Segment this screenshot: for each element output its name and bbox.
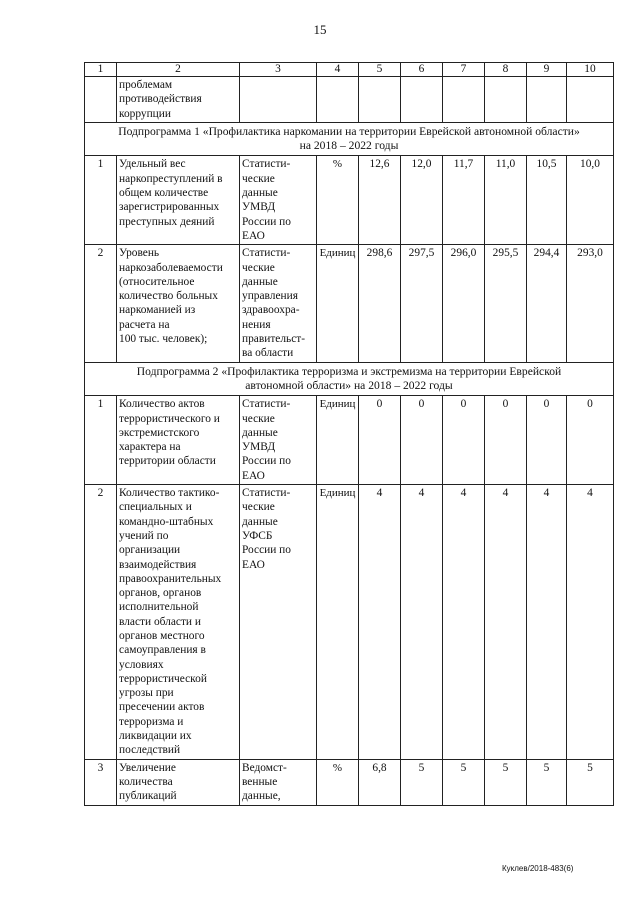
- value-cell: 0: [485, 396, 527, 485]
- indicator-name: Количество актов террористического и экстремистского характера на территории области: [117, 396, 240, 485]
- row-number: 1: [85, 156, 117, 245]
- value-cell: 0: [527, 396, 567, 485]
- header-cell: 9: [527, 63, 567, 77]
- header-cell: 4: [317, 63, 359, 77]
- value-cell: 11,0: [485, 156, 527, 245]
- value-cell: 5: [485, 759, 527, 805]
- unit: %: [317, 759, 359, 805]
- value-cell: 0: [359, 396, 401, 485]
- continuation-row: [85, 77, 614, 123]
- value-cell: 4: [443, 485, 485, 760]
- indicator-name: Уровень наркозаболеваемости (относительное количество больных наркоманией из расчета на 100 тыс. человек);: [117, 245, 240, 362]
- value-cell: 12,0: [401, 156, 443, 245]
- data-source: Статисти- ческие данные УМВД России по ЕАО: [240, 396, 317, 485]
- indicator-name: проблемам противодействия коррупции: [117, 77, 240, 123]
- indicator-name: Количество тактико- специальных и командно-штабных учений по организации взаимодействия правоохранительных органов, органов исполнительной власти области и органов местного самоуправления в условиях террористической угрозы при пресечении актов терроризма и ликвидации их последствий: [117, 485, 240, 760]
- value-cell: 5: [567, 759, 614, 805]
- value-cell: 5: [443, 759, 485, 805]
- column-number-header: [85, 63, 614, 77]
- indicator-name: Увеличение количества публикаций: [117, 759, 240, 805]
- unit: Единиц: [317, 485, 359, 760]
- value-cell: 296,0: [443, 245, 485, 362]
- value-cell: 10,0: [567, 156, 614, 245]
- value-cell: 4: [527, 485, 567, 760]
- row-number: 2: [85, 245, 117, 362]
- value-cell: 4: [567, 485, 614, 760]
- table-row: [85, 759, 614, 805]
- value-cell: 11,7: [443, 156, 485, 245]
- value-cell: 293,0: [567, 245, 614, 362]
- subprogram-2-heading: Подпрограмма 2 «Профилактика терроризма и экстремизма на территории Еврейской автономной области» на 2018 – 2022 годы: [85, 362, 614, 396]
- value-cell: 12,6: [359, 156, 401, 245]
- unit: Единиц: [317, 245, 359, 362]
- page-number: 15: [313, 22, 327, 37]
- data-source: Ведомст- венные данные,: [240, 759, 317, 805]
- value-cell: 5: [401, 759, 443, 805]
- value-cell: 0: [443, 396, 485, 485]
- value-cell: 4: [359, 485, 401, 760]
- table-row: [85, 245, 614, 362]
- unit: %: [317, 156, 359, 245]
- data-source: Статисти- ческие данные УФСБ России по ЕАО: [240, 485, 317, 760]
- table-row: [85, 485, 614, 760]
- header-cell: 6: [401, 63, 443, 77]
- value-cell: 6,8: [359, 759, 401, 805]
- value-cell: 297,5: [401, 245, 443, 362]
- header-cell: 3: [240, 63, 317, 77]
- table-row: [85, 396, 614, 485]
- subprogram-1-heading: Подпрограмма 1 «Профилактика наркомании на территории Еврейской автономной области» на 2018 – 2022 годы: [85, 122, 614, 156]
- header-cell: 2: [117, 63, 240, 77]
- indicators-table: [84, 62, 614, 806]
- value-cell: 4: [401, 485, 443, 760]
- header-cell: 1: [85, 63, 117, 77]
- value-cell: 4: [485, 485, 527, 760]
- table-row: [85, 156, 614, 245]
- value-cell: 295,5: [485, 245, 527, 362]
- row-number: 1: [85, 396, 117, 485]
- data-source: Статисти- ческие данные УМВД России по ЕАО: [240, 156, 317, 245]
- value-cell: 5: [527, 759, 567, 805]
- value-cell: 10,5: [527, 156, 567, 245]
- indicator-name: Удельный вес наркопреступлений в общем количестве зарегистрированных преступных деяний: [117, 156, 240, 245]
- value-cell: 0: [401, 396, 443, 485]
- value-cell: 0: [567, 396, 614, 485]
- header-cell: 5: [359, 63, 401, 77]
- row-number: 2: [85, 485, 117, 760]
- data-source: Статисти- ческие данные управления здравоохра- нения правительст- ва области: [240, 245, 317, 362]
- header-cell: 8: [485, 63, 527, 77]
- value-cell: 298,6: [359, 245, 401, 362]
- row-number: 3: [85, 759, 117, 805]
- header-cell: 7: [443, 63, 485, 77]
- document-code: Куклев/2018-483(6): [502, 864, 574, 873]
- value-cell: 294,4: [527, 245, 567, 362]
- unit: Единиц: [317, 396, 359, 485]
- header-cell: 10: [567, 63, 614, 77]
